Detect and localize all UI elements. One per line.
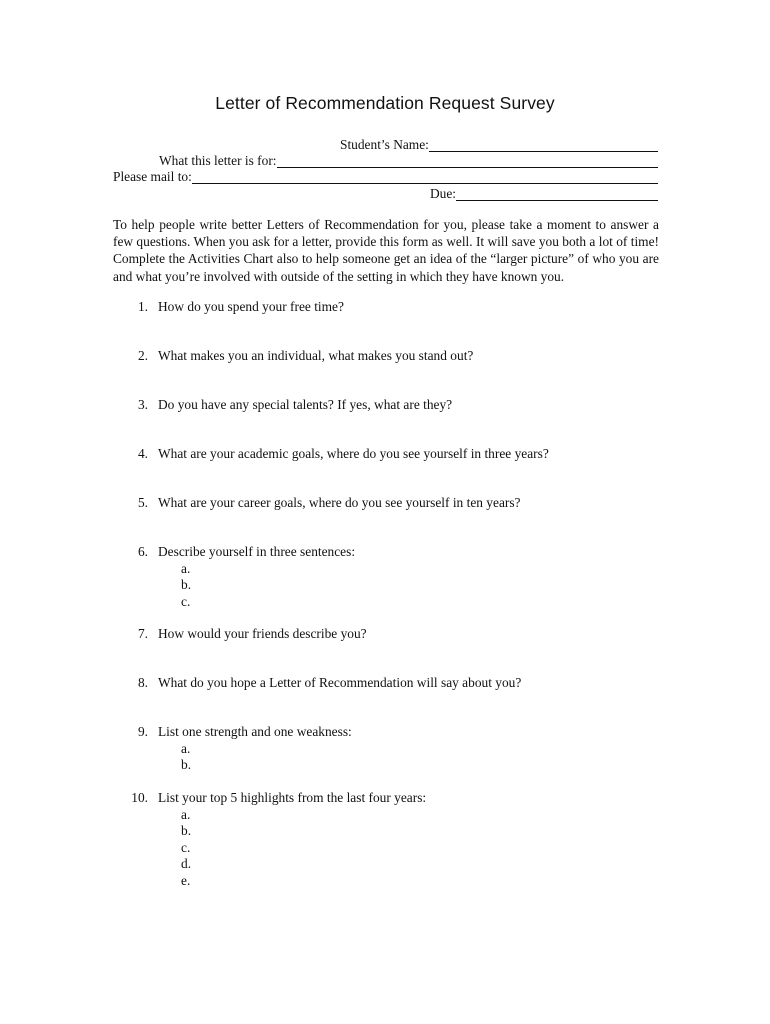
question-number: 8. [137,675,148,690]
letter-purpose-label: What this letter is for: [159,153,277,168]
question-text: Do you have any special talents? If yes, what are they? [158,397,453,412]
mail-to-line[interactable] [192,169,658,184]
answer-item-marker: b. [181,823,192,839]
question-text: List one strength and one weakness: [158,724,352,739]
intro-paragraph: To help people write better Letters of Recommendation for you, please take a moment to answer a few questions. When you ask for a letter, provide this form as well. It will save you both a lot of time! Complete the Activities Chart also to help someone get an idea of the “larger picture” of who you are and what you’re involved with outside of the setting in which they have known you. [113,217,659,284]
answer-item-marker: c. [181,839,191,855]
question-number: 1. [137,299,148,314]
question-text: How would your friends describe you? [158,626,367,641]
mail-to-field[interactable] [113,167,658,185]
answer-item-marker: b. [181,757,192,773]
mail-to-label: Please mail to: [113,169,192,184]
answer-item-marker: d. [181,856,192,872]
student-name-label: Student’s Name: [340,137,429,152]
question-text: What makes you an individual, what makes you stand out? [158,348,474,363]
student-name-line[interactable] [429,137,658,152]
due-line[interactable] [456,186,658,201]
due-label: Due: [430,186,457,201]
answer-item-marker: a. [181,806,191,822]
answer-item-marker: a. [181,560,191,576]
question-number: 7. [137,626,148,641]
page-title: Letter of Recommendation Request Survey [215,93,555,113]
question-text: How do you spend your free time? [158,299,344,314]
question-number: 3. [137,397,148,412]
letter-purpose-line[interactable] [277,153,658,168]
question-number: 6. [137,544,148,559]
question-number: 10. [131,790,148,805]
answer-item-marker: e. [181,872,191,888]
question-text: What do you hope a Letter of Recommendation will say about you? [158,675,522,690]
question-number: 4. [137,446,148,461]
question-text: What are your career goals, where do you see yourself in ten years? [158,495,521,510]
question-text: List your top 5 highlights from the last four years: [158,790,427,805]
question-number: 5. [137,495,148,510]
answer-item-marker: a. [181,740,191,756]
answer-item-marker: b. [181,577,192,593]
question-text: What are your academic goals, where do you see yourself in three years? [158,446,549,461]
question-number: 9. [137,724,148,739]
question-number: 2. [137,348,148,363]
question-text: Describe yourself in three sentences: [158,544,356,559]
answer-item-marker: c. [181,593,191,609]
due-field[interactable] [430,184,658,202]
